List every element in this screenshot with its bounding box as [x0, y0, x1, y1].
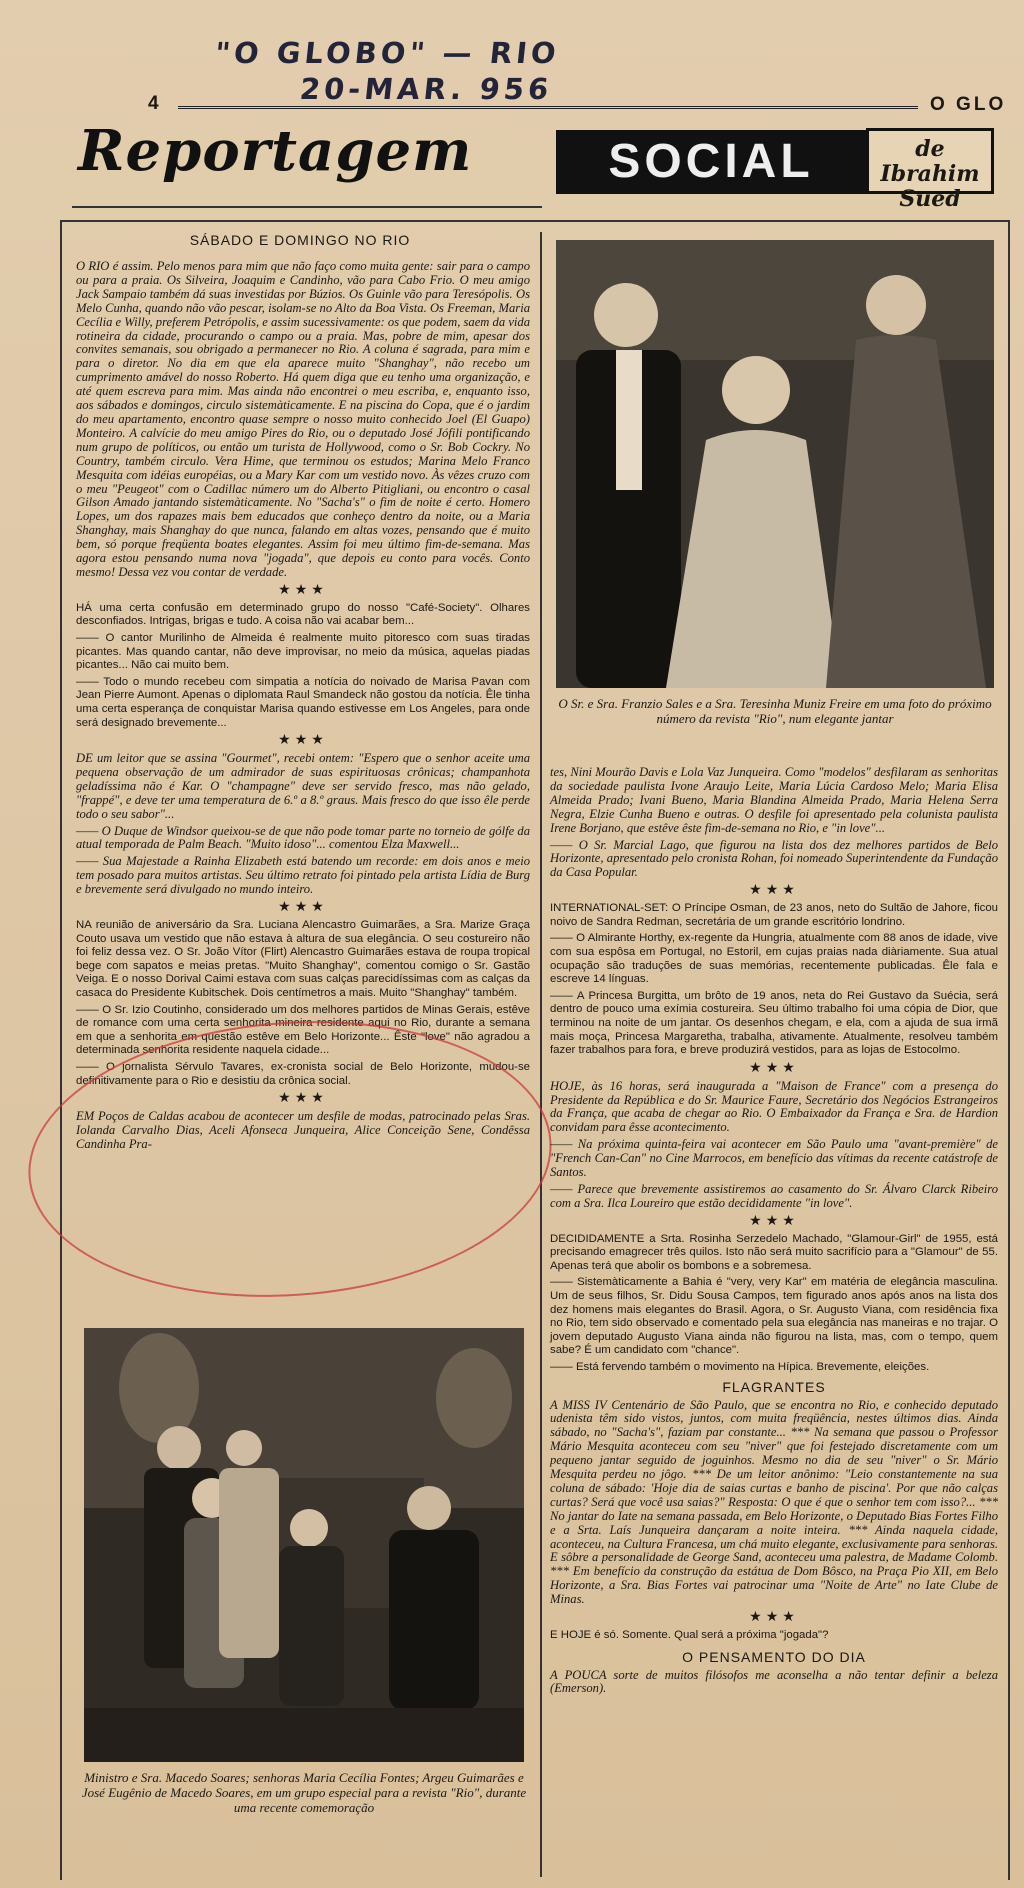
paragraph: A POUCA sorte de muitos filósofos me aconselha a não tentar definir a beleza (Emerson).	[550, 1667, 998, 1696]
group-photo-image	[84, 1328, 524, 1762]
masthead-social: SOCIAL	[556, 130, 866, 194]
paragraph: —— Parece que brevemente assistiremos ao casamento do Sr. Álvaro Clarck Ribeiro com a Sra. Ilca Loureiro que estão decididamente "in love".	[550, 1181, 998, 1210]
masthead-reportagem: Reportagem	[78, 118, 473, 184]
paragraph: DE um leitor que se assina "Gourmet", recebi ontem: "Espero que o senhor aceite uma pequena observação de um admirador de suas espirituosas crônicas; champanhota geladíssima não é Kar. O "champagne" deve ser servido fresco, mas não gelado, "frappé", e deve ter uma temperatura de 6.º a 8.º graus. Mais fresco do que isso êle perde todo o seu sabor"...	[76, 751, 530, 821]
stars-divider: ★★★	[749, 1212, 799, 1229]
paragraph: —— O Sr. Marcial Lago, que figurou na lista dos dez melhores partidos de Belo Horizonte, apresentado pelo cronista Rohan, foi nomeado Superintendente da Fundação da Casa Popular.	[550, 837, 998, 880]
paragraph: —— O Almirante Horthy, ex-regente da Hungria, atualmente com 88 anos de idade, vive com sua espôsa em Portugal, no Estoril, em cujas praias nada diàriamente. Sua atual ocupação são traduções de suas memórias, recentemente publicadas. Êle fala e escreve 14 línguas.	[550, 932, 998, 986]
frame-top-rule	[60, 220, 1010, 222]
paragraph: —— O cantor Murilinho de Almeida é realmente muito pitoresco com suas tiradas picantes. Mas quando cantar, não deve improvisar, no meio da música, aquelas piadas picantes... Não cai muito bem.	[76, 631, 530, 672]
group-photo-caption: Ministro e Sra. Macedo Soares; senhoras Maria Cecília Fontes; Argeu Guimarães e José Eugênio de Macedo Soares, em um grupo especial para a revista "Rio", durante uma recente comemoração	[81, 1770, 527, 1815]
paragraph: —— A Princesa Burgitta, um brôto de 19 anos, neta do Rei Gustavo da Suécia, será dentro de pouco uma exímia costureira. Seu último trabalho foi uma cópia de Dior, que terminou na noite de um jantar. Os desenhos chegam, e ela, com a ajuda de sua irmã mais moça, Princesa Margaretha, trabalha, ativamente. Atualmente, resolveu também fazer trabalhos para fora, e breve produzirá vestidos, para as lojas de Estocolmo.	[550, 989, 998, 1057]
paragraph: —— Todo o mundo recebeu com simpatia a notícia do noivado de Marisa Pavan com Jean Pierre Aumont. Apenas o diplomata Raul Smandeck não gostou da notícia. Êle tinha uma certa esperança de conquistar Marisa quando estivesse em Los Angeles, para onde será designado brevemente...	[76, 675, 530, 729]
group-photo	[84, 1328, 524, 1762]
paragraph: INTERNATIONAL-SET: O Príncipe Osman, de 23 anos, neto do Sultão de Jahore, ficou noivo de Sandra Redman, secretária de um grande escritório londrino.	[550, 902, 998, 928]
paragraph: —— O Duque de Windsor queixou-se de que não pode tomar parte no torneio de gólfe da atual temporada de Palm Beach. "Muito idoso"... comentou Elza Maxwell...	[76, 823, 530, 852]
paragraph: HÁ uma certa confusão em determinado grupo do nosso "Café-Society". Olhares desconfiados. Intrigas, brigas e tudo. A coisa não vai acabar bem...	[76, 601, 530, 628]
paragraph: —— Na próxima quinta-feira vai acontecer em São Paulo uma "avant-première" de "French Can-Can" no Cine Marrocos, em benefício das vítimas da recente catástrofe de Santos.	[550, 1137, 998, 1180]
masthead-underline	[72, 206, 542, 208]
heading-pensamento-do-dia: O PENSAMENTO DO DIA	[682, 1648, 866, 1665]
paragraph: —— Está fervendo também o movimento na Hípica. Brevemente, eleições.	[550, 1361, 930, 1373]
paragraph: —— Sua Majestade a Rainha Elizabeth está batendo um recorde: em dois anos e meio tem posado para muitos artistas. Seu último retrato foi pintado pela artista Lídia de Burg e brevemente será divulgado no mundo inteiro.	[76, 854, 530, 897]
paragraph: O RIO é assim. Pelo menos para mim que não faço como muita gente: sair para o campo ou para a praia. Os Silveira, Joaquim e Candinho, vão para Cabo Frio. O meu amigo Jack Sampaio também dá suas investidas por Búzios. Os Guinle vão para Teresópolis. Os Melo Cunha, quando não vão pescar, isolam-se no Alto da Boa Vista. Os Freeman, Maria Cecília e Willy, preferem Petrópolis, e assim sucessivamente: os que podem, saem da vida rotineira da cidade, procurando o campo ou a praia. Mas, pobre de mim, apesar dos convites semanais, sou obrigado a permanecer no Rio. A coluna é sagrada, para mim e para o diretor. No dia em que ela aparece muito "Shanghay", não recebo um cumprimento amável do nosso Roberto. Há quem diga que eu tenho uma organização, e até quem escreva para mim. Mas ainda não encontrei o meu escriba, e, enquanto isso, aos sábados e domingos, circulo sistemàticamente. E na piscina do Copa, que é o jardim do meu apartamento, encontro quase sempre o nosso muito conhecido Joel (El Guapo) Monteiro. A calvície do meu amigo Pires do Rio, ou o deputado José Jófili pontificando num grupo de políticos, ou então um turista de Hollywood, como o Sr. Bob Cockry. No Country, também circulo. Vera Hime, que terminou os estudos; Marina Melo Franco Mesquita com idéias européias, ou a Mary Kar com um vestido novo. Às vêzes cruzo com o meu "Peugeot" com o Cadillac número um do Alberto Pitigliani, ou encontro o casal Gilson Amado jantando sistemàticamente. No "Sacha's" o fim de noite é certo. Homero Lopes, um dos rapazes mais bem educados que conheço dentro da noite, ou a Maria Shanghay, mais Shanghay do que nunca, falando em altas vozes, pensando que é muito bem, só porque freqüenta boates elegantes. Assim foi meu último fim-de-semana. Mas agora estou pensando numa nova "jogada", que depois eu conto para vocês. Conto mesmo! Dessa vez vou contar de verdade.	[76, 259, 530, 579]
paragraph: HOJE, às 16 horas, será inaugurada a "Maison de France" com a presença do Presidente da República e do Sr. Maurice Faure, Secretário dos Negócios Estrangeiros da França, que acaba de chegar ao Rio. O Embaixador da França e Sra. de Hardion convidam para êsse acontecimento.	[550, 1078, 998, 1135]
right-column-text	[550, 766, 998, 1699]
paragraph: —— O Sr. Izio Coutinho, considerado um dos melhores partidos de Minas Gerais, estêve de romance com uma certa senhorita mineira residente aqui no Rio, durante a semana em que a senhorita em questão estêve em Belo Horizonte... Êste "love" não agradou a determinada senhorita residente naquela cidade...	[76, 1003, 530, 1057]
stars-divider: ★★★	[749, 1059, 799, 1076]
heading-flagrantes: FLAGRANTES	[722, 1378, 826, 1395]
column-divider	[540, 232, 542, 1877]
masthead-author: de Ibrahim Sued	[866, 128, 994, 194]
paragraph: —— O jornalista Sérvulo Tavares, ex-cronista social de Belo Horizonte, mudou-se definitivamente para o Rio e desistiu da crônica social.	[76, 1060, 530, 1087]
paragraph: NA reunião de aniversário da Sra. Luciana Alencastro Guimarães, a Sra. Marize Graça Couto usava um vestido que não estava à altura de sua elegância. O seu costureiro não foi feliz dessa vez. O Sr. João Vítor (Flirt) Alencastro Guimarães estava de roupa tropical bege com sapatos e meias pretas. "Muito Shanghay", comentou comigo o Sr. Gastão Veiga. E o nosso Dorival Caimi estava com suas calças parecidíssimas com as calças da casaca do Presidente Kubitschek. Dois centímetros a mais. Muito "Shanghay" também.	[76, 918, 530, 999]
couple-photo-image	[556, 240, 994, 688]
stars-divider: ★★★	[749, 882, 799, 899]
stars-divider: ★★★	[278, 899, 328, 916]
top-rule	[178, 106, 918, 109]
newspaper-name: O GLO	[930, 94, 1007, 115]
handwritten-note-line1: "O GLOBO" — RIO	[213, 36, 562, 70]
stars-divider: ★★★	[278, 732, 328, 749]
frame-right-rule	[1008, 220, 1010, 1880]
page-number: 4	[148, 93, 159, 114]
heading-sabado-domingo: SÁBADO E DOMINGO NO RIO	[189, 232, 411, 248]
frame-left-rule	[60, 220, 62, 1880]
stars-divider: ★★★	[278, 1090, 328, 1107]
couple-photo	[556, 240, 994, 688]
handwritten-note-line2: 20-MAR. 956	[298, 72, 555, 106]
couple-photo-caption: O Sr. e Sra. Franzio Sales e a Sra. Teresinha Muniz Freire em uma foto do próximo número da revista "Rio", num elegante jantar	[558, 696, 992, 726]
stars-divider: ★★★	[749, 1609, 799, 1626]
paragraph: E HOJE é só. Somente. Qual será a próxima "jogada"?	[550, 1629, 829, 1641]
paragraph: DECIDIDAMENTE a Srta. Rosinha Serzedelo Machado, "Glamour-Girl" de 1955, está precisando emagrecer três quilos. Isto não será muito sacrifício para a "Glamour" de 55. Apenas terá que abolir os bombons e a sobremesa.	[550, 1232, 998, 1272]
paragraph: EM Poços de Caldas acabou de acontecer um desfile de modas, patrocinado pelas Sras. Iolanda Carvalho Dias, Aceli Afonseca Junqueira, Alice Conceição Sene, Condêssa Candinha Pra-	[76, 1109, 530, 1151]
paragraph: —— Sistemàticamente a Bahia é "very, very Kar" em matéria de elegância masculina. Um de seus filhos, Sr. Didu Sousa Campos, tem figurado anos após anos na lista dos dez homens mais elegantes do Brasil. Agora, o Sr. Augusto Viana, com residência fixa no Rio, tem sido observado e comentado pela sua elegância nas maneiras e no trajar. O jovem deputado Augusto Viana ainda não figurou na lista, mas, com o tempo, quem sabe? É um candidato com "chance".	[550, 1276, 998, 1357]
stars-divider: ★★★	[278, 581, 328, 598]
paragraph: A MISS IV Centenário de São Paulo, que se encontra no Rio, e conhecido deputado udenista têm sido vistos, juntos, com muita freqüência, nestes últimos dias. Ainda sábado, no "Sacha's", faziam par constante... *** Na semana que passou o Professor Mário Mesquita aconteceu com seu "niver" que foi festejado discretamente com um pequeno jantar seguido de joguinhos. Mesmo no dia de seu "niver" o Sr. Mário Mesquita perdeu no jôgo. *** De um leitor anônimo: "Leio constantemente na sua coluna de sábado: 'Hoje dia de saias curtas e banho de piscina'. Por que não calças curtas? Será que você usa saias?" Resposta: O que é que o senhor tem com isso?... *** No jantar do Iate na semana passada, em Belo Horizonte, o Deputado Bias Fortes Filho e a Srta. Laís Junqueira dançaram a noite inteira. *** Ainda naquela cidade, aconteceu, na Cultura Francesa, um chá muito elegante, exclusivamente para senhoras. E sôbre a personalidade de George Sand, aconteceu uma palestra, de Madame Colomb. *** Em benefício da construção da estátua de Dom Bôsco, na Praça Pio XII, em Belo Horizonte, a Sra. Bias Fortes vai patrocinar uma "Noite de Arte" no Iate Clube de Minas.	[550, 1397, 998, 1607]
paragraph: tes, Nini Mourão Davis e Lola Vaz Junqueira. Como "modelos" desfilaram as senhoritas da sociedade paulista Ivone Araujo Leite, Maria Lúcia Cardoso Melo; Maria Elisa Almeida Prado; Ivani Bueno, Maria Blandina Almeida Prado, Maria Helena Serra Negra, Elzie Cunha Bueno e outras. O desfile foi apresentado pela colunista paulista Irene Borjano, que estêve êste fim-de-semana no Rio, e "in love"...	[550, 765, 998, 835]
